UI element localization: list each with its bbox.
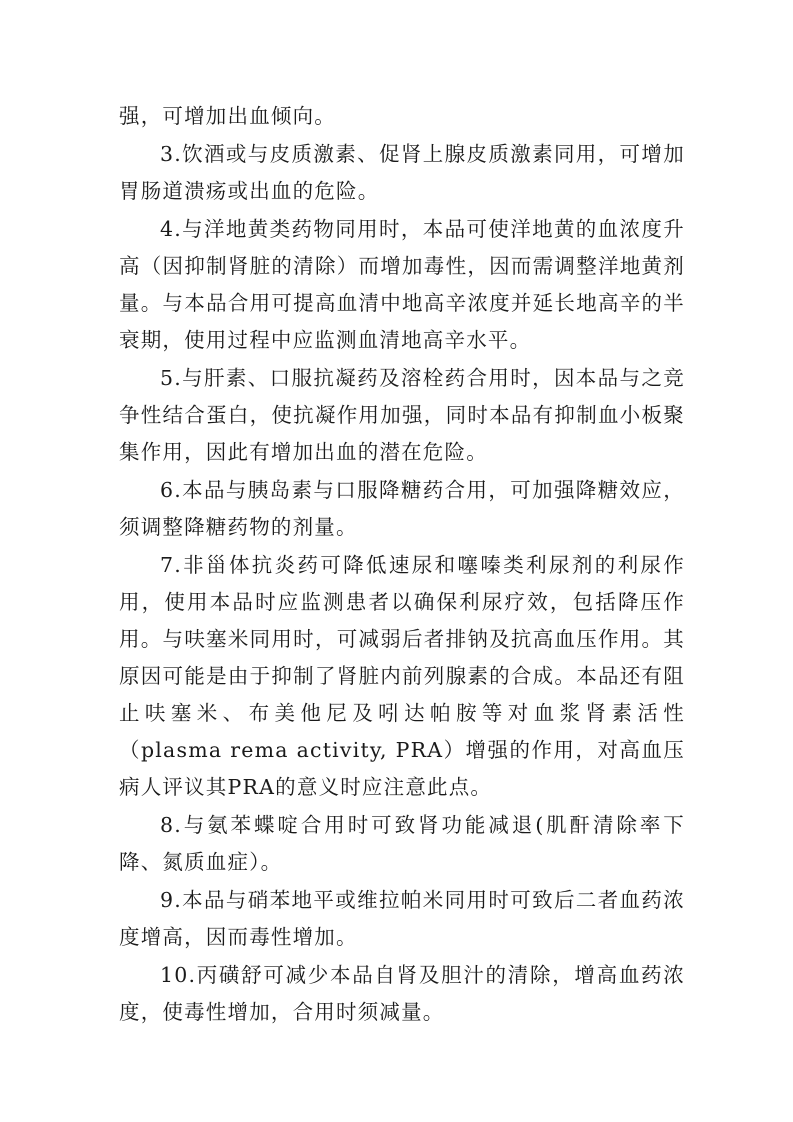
paragraph-item-3: 3.饮酒或与皮质激素、促肾上腺皮质激素同用，可增加胃肠道溃疡或出血的危险。 xyxy=(119,142,685,203)
paragraph-item-7: 7.非甾体抗炎药可降低速尿和噻嗪类利尿剂的利尿作用，使用本品时应监测患者以确保利尿疗效，包括降压作用。与呋塞米同用时，可减弱后者排钠及抗高血压作用。其原因可能是由于抑制了肾脏内前列腺素的合成。本品还有阻止呋塞米、布美他尼及吲达帕胺等对血浆肾素活性（plasma rema activity, PRA）增强的作用，对高血压病人评议其PRA的意义时应注意此点。 xyxy=(119,553,685,799)
paragraph-item-5: 5.与肝素、口服抗凝药及溶栓药合用时，因本品与之竞争性结合蛋白，使抗凝作用加强，同时本品有抑制血小板聚集作用，因此有增加出血的潜在危险。 xyxy=(119,366,685,464)
paragraph-item-6: 6.本品与胰岛素与口服降糖药合用，可加强降糖效应，须调整降糖药物的剂量。 xyxy=(119,478,685,539)
paragraph-item-4: 4.与洋地黄类药物同用时，本品可使洋地黄的血浓度升高（因抑制肾脏的清除）而增加毒性，因而需调整洋地黄剂量。与本品合用可提高血清中地高辛浓度并延长地高辛的半衰期，使用过程中应监测血清地高辛水平。 xyxy=(119,217,685,352)
paragraph-item-10: 10.丙磺舒可减少本品自肾及胆汁的清除，增高血药浓度，使毒性增加，合用时须减量。 xyxy=(119,963,685,1024)
paragraph-item-9: 9.本品与硝苯地平或维拉帕米同用时可致后二者血药浓度增高，因而毒性增加。 xyxy=(119,888,685,949)
document-body xyxy=(119,98,685,1032)
paragraph-item-8: 8.与氨苯蝶啶合用时可致肾功能减退(肌酐清除率下降、氮质血症）。 xyxy=(119,813,685,874)
paragraph-continuation: 强，可增加出血倾向。 xyxy=(119,104,336,128)
